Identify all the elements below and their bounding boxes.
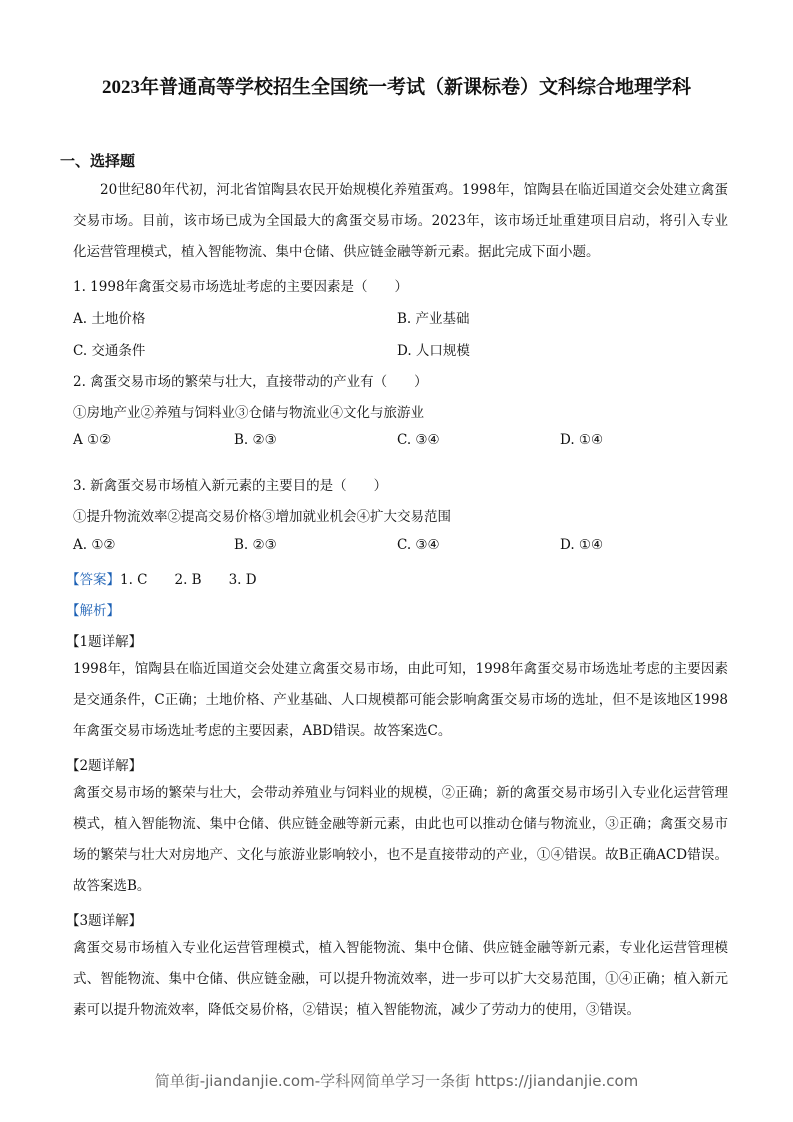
q3-option-d: D. ①④	[560, 537, 604, 553]
q3-option-a: A. ①②	[73, 537, 116, 553]
question-3-stem: 3. 新禽蛋交易市场植入新元素的主要目的是（ ）	[73, 478, 388, 494]
q2-items: ①房地产业②养殖与饲料业③仓储与物流业④文化与旅游业	[73, 405, 424, 421]
detail-3-text: 禽蛋交易市场植入专业化运营管理模式，植入智能物流、集中仓储、供应链金融等新元素，专业化运营管理模式、智能物流、集中仓储、供应链金融，可以提升物流效率，进一步可以扩大交易范围，①④正确；植入新元素可以提升物流效率，降低交易价格，②错误；植入智能物流，减少了劳动力的使用，③错误。	[73, 940, 728, 1018]
q1-option-a: A. 土地价格	[73, 311, 146, 327]
q1-option-c: C. 交通条件	[73, 343, 146, 359]
q2-option-d: D. ①④	[560, 432, 604, 448]
q3-option-b: B. ②③	[234, 537, 277, 553]
answer-label: 【答案】	[66, 572, 120, 588]
question-1-stem: 1. 1998年禽蛋交易市场选址考虑的主要因素是（ ）	[73, 279, 409, 295]
detail-2-text: 禽蛋交易市场的繁荣与壮大，会带动养殖业与饲料业的规模，②正确；新的禽蛋交易市场引入专业化运营管理模式，植入智能物流、集中仓储、供应链金融等新元素，由此也可以推动仓储与物流业，③正确；禽蛋交易市场的繁荣与壮大对房地产、文化与旅游业影响较小，也不是直接带动的产业，①④错误。故B正确ACD错误。故答案选B。	[73, 785, 728, 894]
question-2-stem: 2. 禽蛋交易市场的繁荣与壮大，直接带动的产业有（ ）	[73, 374, 428, 390]
detail-3-label: 【3题详解】	[66, 913, 143, 929]
q1-option-d: D. 人口规模	[397, 343, 470, 359]
answer-line	[66, 568, 257, 588]
page-title: 2023年普通高等学校招生全国统一考试（新课标卷）文科综合地理学科	[101, 77, 691, 98]
intro-paragraph: 20世纪80年代初，河北省馆陶县农民开始规模化养殖蛋鸡。1998年，馆陶县在临近国道交会处建立禽蛋交易市场。目前，该市场已成为全国最大的禽蛋交易市场。2023年，该市场迁址重建项目启动，将引入专业化运营管理模式，植入智能物流、集中仓储、供应链金融等新元素。据此完成下面小题。	[73, 182, 728, 260]
q3-option-c: C. ③④	[397, 537, 440, 553]
footer-watermark: 简单街-jiandanjie.com-学科网简单学习一条街 https://jiandanjie.com	[154, 1072, 639, 1090]
detail-2-label: 【2题详解】	[66, 758, 143, 774]
q1-option-b: B. 产业基础	[397, 311, 470, 327]
analysis-label: 【解析】	[66, 603, 120, 619]
detail-1-label: 【1题详解】	[66, 634, 143, 650]
q3-items: ①提升物流效率②提高交易价格③增加就业机会④扩大交易范围	[73, 509, 451, 525]
section-heading: 一、选择题	[60, 152, 136, 170]
answer-text: 1. C 2. B 3. D	[120, 572, 257, 588]
q2-option-a: A ①②	[73, 432, 112, 448]
q2-option-c: C. ③④	[397, 432, 440, 448]
q2-option-b: B. ②③	[234, 432, 277, 448]
detail-1-text: 1998年，馆陶县在临近国道交会处建立禽蛋交易市场，由此可知，1998年禽蛋交易市场选址考虑的主要因素是交通条件，C正确；土地价格、产业基础、人口规模都可能会影响禽蛋交易市场的选址，但不是该地区1998年禽蛋交易市场选址考虑的主要因素，ABD错误。故答案选C。	[73, 661, 728, 739]
